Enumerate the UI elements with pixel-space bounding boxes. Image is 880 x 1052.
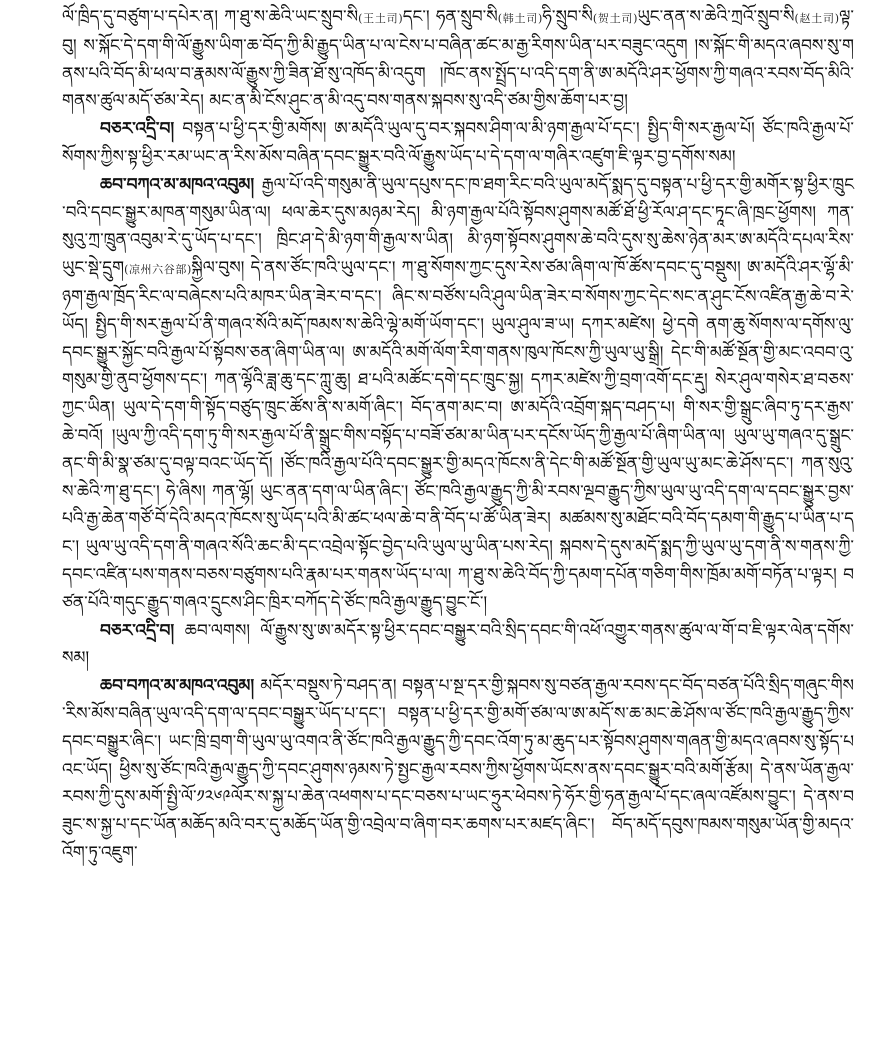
speaker-label: ཆབ་བཀའ་མ་མཁའ་འབུམ། bbox=[100, 676, 261, 697]
paragraph-p3 bbox=[62, 172, 854, 618]
tibetan-text: ཡུང་ནན་ས་ཆེའི་ཀྲའོ་སྲུབ་སི bbox=[637, 7, 795, 27]
speaker-label: ཆབ་བཀའ་མ་མཁའ་འབུམ། bbox=[100, 174, 262, 195]
chinese-gloss: (凉州六谷部) bbox=[124, 263, 192, 277]
chinese-gloss: (赵土司) bbox=[794, 12, 840, 25]
tibetan-text: བསྟན་པ་ཕྱི་དར་གྱི་མགོས། ཨ་མདོའི་ཡུལ་དུ་བར་སྐབས་ཤིག་ལ་མི་ཉག་རྒྱལ་པོ་དང་། སྤྱིད་གི་སར་རྒྱལ་པོ། ཙོང་ཁའི་རྒྱལ་པོ་སོགས་ཀྱིས་སྟ་ཕྱིར་རམ་ཡང་ན་རིས་མོས་བཞིན་དབང་སྒྱུར་བའི་ལོ་རྒྱུས་ཡོད་པ་དེ་དག་ལ་གཞིར་འཛུག་ཇི་ལྟར་བྱ་དགོས་སམ། bbox=[62, 119, 854, 167]
tibetan-text: མདོར་བསྡུས་ཏེ་བཤད་ན། བསྟན་པ་སྔ་དར་གྱི་སྐབས་སུ་བཙན་རྒྱལ་རབས་དང་བོད་བཙན་པོའི་སྲིད་གཞུང་གིས་རིས་མོས་བཞིན་ཡུལ་འདི་དག་ལ་དབང་བསྒྱུར་ཡོད་པ་དང་། བསྟན་པ་ཕྱི་དར་གྱི་མགོ་ཙམ་ལ་ཨ་མདོ་ས་ཆ་མང་ཆེ་ཤོས་ལ་ཙོང་ཁའི་རྒྱལ་རྒྱུད་ཀྱིས་དབང་བསྒྱུར་ཞིང་། ཡང་ཁྲི་བྲག་གི་ཡུལ་ཡུ་འགའ་ནི་ཙོང་ཁའི་རྒྱལ་རྒྱུད་ཀྱི་དབང་འོག་ཏུ་མ་ཆུད་པར་སྟོབས་ཤུགས་གཞན་གྱི་མདའ་ཞབས་སུ་སྟོད་པའང་ཡོད། ཕྱིས་སུ་ཙོང་ཁའི་རྒྱལ་རྒྱུད་ཀྱི་དབང་ཤུགས་ཉམས་ཏེ་སྤྱང་རྒྱལ་རབས་ཀྱིས་ཕྱོགས་ཡོངས་ནས་དབང་སྒྱུར་བའི་མགོ་རྩོམ། དེ་ནས་ཡོན་རྒྱལ་རབས་ཀྱི་དུས་མགོ་སྤྱི་ལོ་༡༢༦༩ལོར་ས་སྐྱ་པ་ཆེན་འཕགས་པ་དང་བཅས་པ་ཡང་ཧྲུར་ཕེབས་ཏེ་ཧོར་གྱི་ཧན་རྒྱལ་པོ་དང་ཞལ་འཛོམས་བྱུང་། དེ་ནས་བཟུང་ས་སྐྱ་པ་དང་ཡོན་མཆོད་མའི་བར་དུ་མཆོད་ཡོན་གྱི་འབྲེལ་བ་ཞིག་བར་ཆགས་པར་མཛད་ཞིང་། བོད་མདོ་དབུས་ཁམས་གསུམ་ཡོན་གྱི་མདའ་འོག་ཏུ་འཇུག་ bbox=[62, 676, 855, 863]
speaker-label: བཅར་འདྲི་བ། bbox=[100, 119, 183, 140]
paragraph-p4 bbox=[62, 618, 854, 674]
tibetan-text: དང་། ཧན་སྲུབ་སི bbox=[402, 7, 498, 27]
paragraph-p1 bbox=[62, 4, 854, 116]
tibetan-text: ལོ་ཁྲིད་དུ་བཙུག་པ་དཔེར་ན། ཀ་ཐུ་ས་ཆེའི་ཡང་སྲུབ་སི bbox=[62, 7, 359, 27]
tibetan-text: རྒྱལ་པོ་འདི་གསུམ་ནི་ཡུལ་དཔུས་དང་ཁ་ཐག་རིང་བའི་ཡུལ་མདོ་སྨད་དུ་བསྟན་པ་ཕྱི་དར་གྱི་མགོར་སྟ་ཕྱིར་ཁྲུང་བའི་དབང་སྒྱུར་མཁན་གསུམ་ཡིན་ལ། ཕལ་ཆེར་དུས་མཉམ་རེད། མི་ཉག་རྒྱལ་པོའི་སྟོབས་ཤུགས་མཚོ་ཐོ་ཕྱི་རོལ་ཤ་དང་ཏཱང་ཞི་ཁྲང་ཕྱོགས། ཀན་སུའུ་ཀྲ་ཁྲུན་འབུམ་རེ་དུ་ཡོད་པ་དང་། ཁྲིང་ཤ་དེ་མི་ཉག་གི་རྒྱལ་ས་ཡིན། མི་ཉག་སྟོབས་ཤུགས་ཆེ་བའི་དུས་སུ་ཆེས་ཉེན་མར་ཨ་མདོའི་དཔལ་རིས་ཡུང་སྡེ་དྲུག bbox=[62, 174, 854, 279]
paragraph-p2 bbox=[62, 116, 854, 172]
tibetan-text: ཧི་སྲུབ་སི bbox=[542, 7, 593, 27]
tibetan-text: ཆབ་ལགས། ལོ་རྒྱུས་སུ་ཨ་མདོར་སྟ་ཕྱིར་དབང་བསྒྱུར་བའི་སྲིད་དབང་གི་འཕོ་འགྱུར་གནས་ཚུལ་ལ་གོ་བ་ཇི་ལྟར་ལེན་དགོས་སམ། bbox=[62, 620, 854, 669]
speaker-label: བཅར་འདྲི་བ། bbox=[100, 620, 185, 641]
tibetan-text: ལྟ་བུ། ས་སྐོང་དེ་དག་གི་ལོ་རྒྱུས་ཡིག་ཆ་བོད་ཀྱི་མི་རྒྱུད་ཡིན་པ་ལ་ངེས་པ་བཞིན་ཚང་མ་རྒྱ་རིགས་ཡིན་པར་བཟུང་འདུག །ས་སྐོང་གི་མདའ་ཞབས་སུ་གནས་པའི་བོད་མི་ཕལ་བ་རྣམས་ལོ་རྒྱུས་ཀྱི་ཟིན་ཐོ་སུ་འཁོད་མི་འདུག །ཁོང་ནས་སྤྲོད་པ་འདི་དག་ནི་ཨ་མདོའི་ཤར་ཕྱོགས་ཀྱི་གཞའ་རབས་བོད་མིའི་གནས་ཚུལ་མདོ་ཙམ་རེད། མང་ན་མི་ངོས་ཤུང་ན་མི་འདུ་བས་གནས་སྐབས་སུ་འདི་ཙམ་གྱིས་ཆོག་པར་བྱ། bbox=[62, 7, 855, 112]
chinese-gloss: (贺土司) bbox=[592, 12, 638, 25]
paragraph-p5 bbox=[62, 673, 854, 868]
chinese-gloss: (韩土司) bbox=[497, 12, 543, 25]
chinese-gloss: (王土司) bbox=[358, 12, 403, 25]
tibetan-text: སྐྱིལ་བུས། དེ་ནས་ཙོང་ཁའི་ཡུལ་དང་། ཀ་ཐུ་སོགས་ཀྱང་དུས་རེས་ཙམ་ཞིག་ལ་ཁོ་ཚོས་དབང་དུ་བསྡུས། ཨ་མདོའི་ཤར་ལྷོ་མི་ཉག་རྒྱལ་ཁྲོད་རིང་ལ་བཞེངས་པའི་མཁར་ཡིན་ཟེར་བ་དང་། ཞིང་ས་བཙོས་པའི་ཤུལ་ཡིན་ཟེར་བ་སོགས་ཀྱང་དེང་སང་ན་ཤུང་ངོས་འཛིན་རྒྱ་ཆེ་བ་རེ་ཡོད། སྤྱིད་གི་སར་རྒྱལ་པོ་ནི་གཞའ་སོའི་མདོ་ཁམས་ས་ཆེའི་ལྷེ་མགོ་ཡོག་དང་། ཡུལ་ཤུལ་ཟ་ཡ། དཀར་མཛེས། ཕྱེ་དགེ ནག་ཆུ་སོགས་ལ་དགོས་ལུ་དབང་སྒྱུར་སྐྱོང་བའི་རྒྱལ་པོ་སྟོབས་ཅན་ཞིག་ཡིན་ལ། ཨ་མདོའི་མགོ་ལོག་རིག་གནས་ཁུལ་ཁོངས་ཀྱི་ཡུལ་ཡུ་སྒྲི། དེང་གི་མཚོ་སྔོན་གྱི་མང་འབབ་འུ་གསུམ་གྱི་ནུབ་ཕྱོགས་དང་། ཀན་ལྷོའི་ཟླ་ཆུ་དང་ཀླུ་ཆུ། ཐ་པའི་མཚོང་དགེ་དང་ཁྲུང་སྐྱ། དཀར་མཛེས་ཀྱི་བྲག་འགོ་དང་རྡུ། སེར་ཤུལ་གསེར་ཐ་བཅས་ཀྱང་ཡིན། ཡུལ་དེ་དག་གི་སྟོད་བཙུད་ཁྲུང་ཚོས་ནི་ས་མགོ་ཞིང་། བོད་ནག་མང་བ། ཨ་མདོའི་འབྲོག་སྐད་བཤད་པ། གི་སར་གྱི་སྒྲུང་ཞིབ་ཏུ་དར་རྒྱས་ཆེ་བའོ། །ཡུལ་ཀྱི་འདི་དག་ཏུ་གི་སར་རྒྱལ་པོ་ནི་སྒྲུང་གིས་བསྟོད་པ་བཟོ་ཙམ་མ་ཡིན་པར་དངོས་ཡོད་ཀྱི་རྒྱལ་པོ་ཞིག་ཡིན་ལ། ཡུལ་ཡུ་གཞའ་དུ་སྒྲུང་ནང་གི་མི་སྣ་ཙམ་དུ་བལྟ་བའང་ཡོད་དོ། །ཙོང་ཁའི་རྒྱལ་པོའི་དབང་སྒྱུར་གྱི་མདའ་ཁོངས་ནི་དེང་གི་མཚོ་སྔོན་གྱི་ཡུལ་ཡུ་མང་ཆེ་ཤོས་དང་། ཀན་སུའུ་ས་ཆེའི་ཀ་ཐུ་དང་། ཧེ་ཞིས། ཀན་ལྷོ། ཡུང་ནན་དག་ལ་ཡིན་ཞིང་། ཙོང་ཁའི་རྒྱལ་རྒྱུད་ཀྱི་མི་རབས་ལྔབ་རྒྱུད་ཀྱིས་ཡུལ་ཡུ་འདི་དག་ལ་དབང་སྒྱུར་བྱས་པའི་རྒྱ་ཆེན་གཙོ་བོ་དེའི་མདའ་ཁོངས་སུ་ཡོད་པའི་མི་ཚང་ཕལ་ཆེ་བ་ནི་བོད་པ་ཚོ་ཡིན་ཟེར། མཚམས་སུ་མཐོང་བའི་བོད་དམག་གི་རྒྱུད་པ་ཡིན་པ་དང་། ཡུལ་ཡུ་འདི་དག་ནི་གཞའ་སོའི་ཆང་མི་དང་འབྲེལ་སྟོང་བྱེད་པའི་ཡུལ་ཡུ་ཡིན་པས་རེད། སྐབས་དེ་དུས་མདོ་སྨད་ཀྱི་ཡུལ་ཡུ་དག་ནི་ས་གནས་ཀྱི་དབང་འཛིན་པས་གནས་བཅས་བཙུགས་པའི་རྣམ་པར་གནས་ཡོད་པ་ལ། ཀ་ཐུ་ས་ཆེའི་བོད་ཀྱི་དམག་དཔོན་གཅིག་གིས་ཁྲོམ་མགོ་བཏོན་པ་ལྟར། བཙན་པོའི་གདུང་རྒྱུད་གཞའ་དྲུངས་ཤིང་ཁྲིར་བཀོད་དེ་ཙོང་ཁའི་རྒྱལ་རྒྱུད་བྱུང་ངོ་། bbox=[62, 258, 854, 613]
